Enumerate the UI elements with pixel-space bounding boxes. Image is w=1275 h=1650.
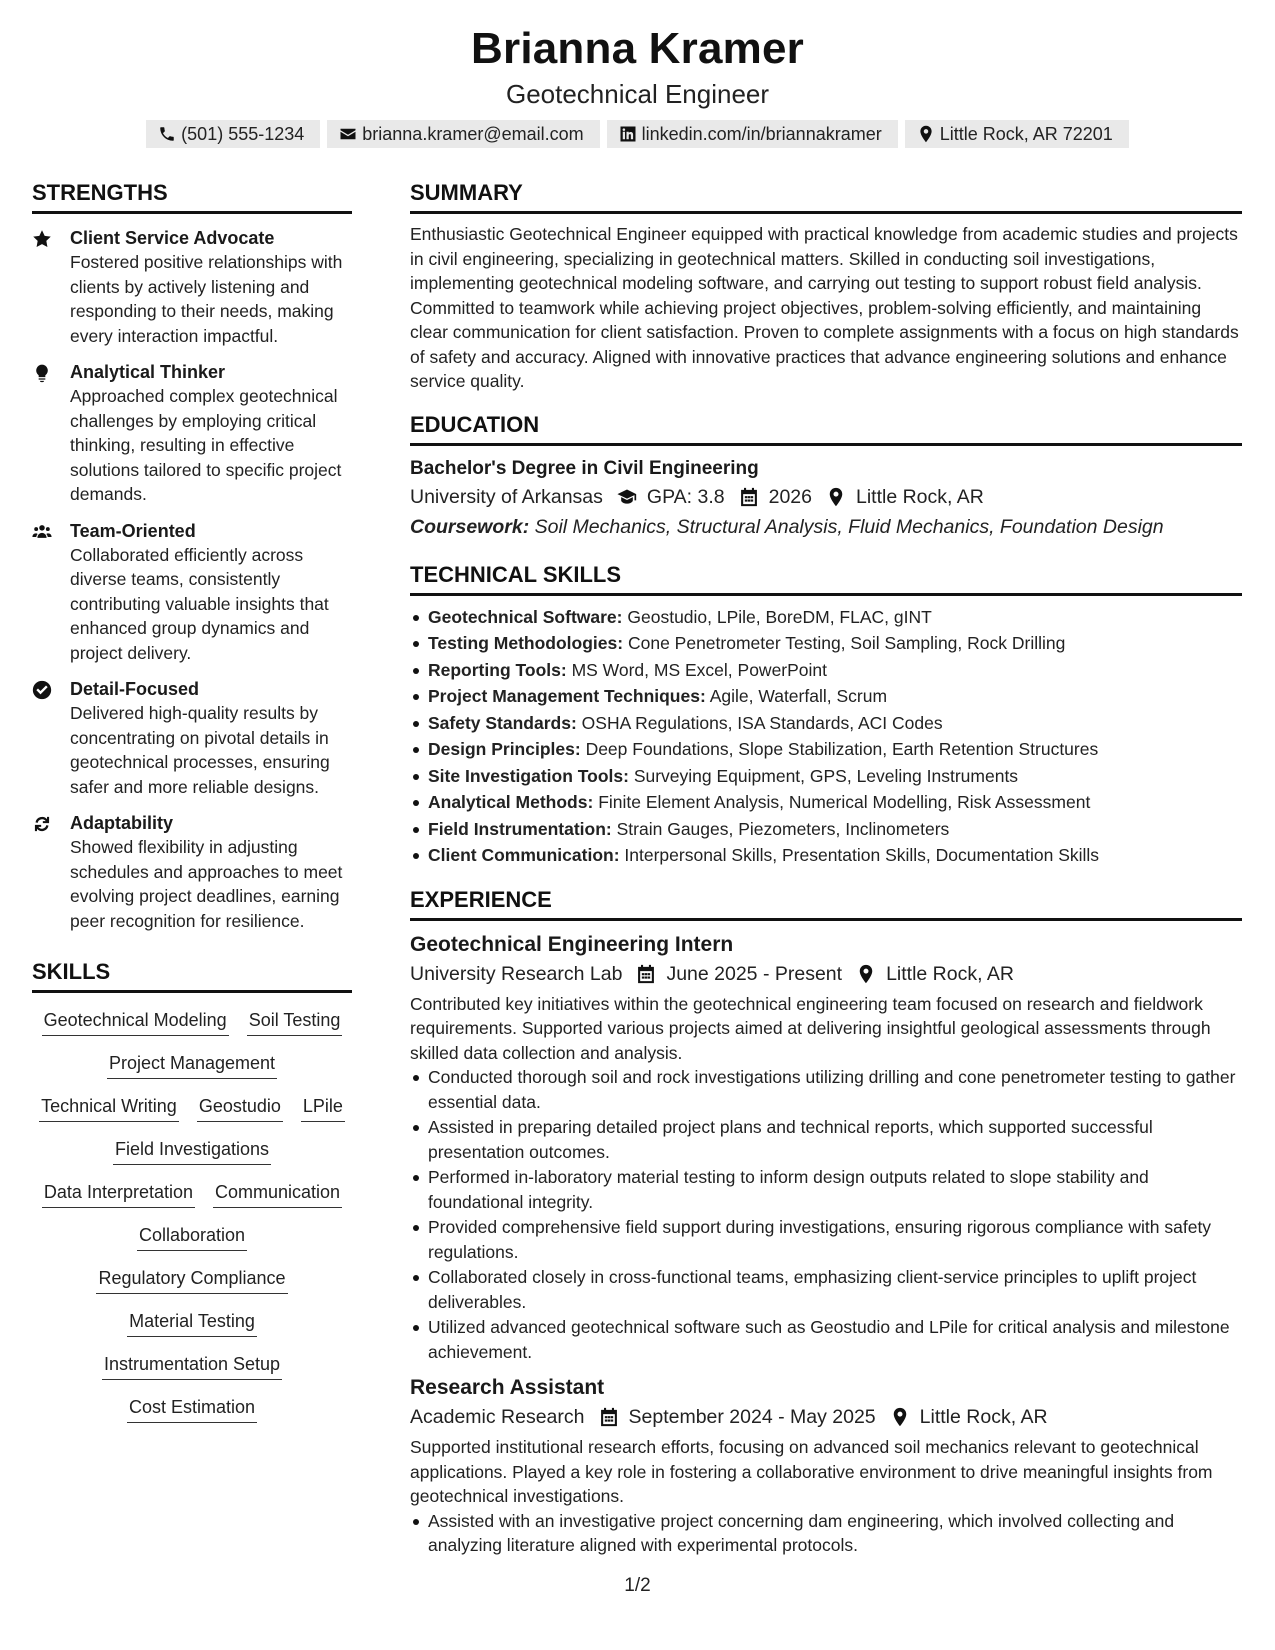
calendar-icon (636, 964, 656, 984)
job-bullet: Performed in-laboratory material testing to inform design outputs related to slope stability and foundational integrity. (410, 1165, 1242, 1214)
technical-skill-value: Agile, Waterfall, Scrum (709, 686, 888, 706)
technical-skill-value: Interpersonal Skills, Presentation Skills, Documentation Skills (624, 845, 1100, 865)
skill-tag: Technical Writing (39, 1094, 179, 1122)
strength-item (32, 811, 352, 933)
technical-skill-label: Field Instrumentation: (428, 818, 612, 839)
strength-title: Detail-Focused (70, 679, 200, 699)
lightbulb-icon (32, 363, 52, 383)
job-title: Geotechnical Engineering Intern (410, 932, 734, 956)
technical-skills-heading: TECHNICAL SKILLS (410, 562, 1242, 596)
job-bullets (410, 1509, 1242, 1558)
job-bullet: Provided comprehensive field support during investigations, ensuring rigorous compliance with safety regulations. (410, 1215, 1242, 1264)
strength-description: Delivered high-quality results by concentrating on pivotal details in geotechnical processes, ensuring safer and more reliable designs. (70, 703, 330, 797)
contact-bar (0, 120, 1275, 148)
education-location: Little Rock, AR (855, 485, 984, 508)
technical-skill-value: Cone Penetrometer Testing, Soil Sampling, Rock Drilling (627, 633, 1066, 653)
education-heading: EDUCATION (410, 412, 1242, 446)
technical-skill-label: Site Investigation Tools: (428, 765, 629, 786)
job-title: Research Assistant (410, 1376, 605, 1399)
job-description: Contributed key initiatives within the geotechnical engineering team focused on research and fieldwork requirements. Supported various projects aimed at delivering insightful geological assessments through skilled data collection and analysis. (410, 993, 1211, 1063)
job-location: Little Rock, AR (919, 1406, 1048, 1428)
technical-skill-item (410, 816, 1242, 843)
technical-skill-item (410, 763, 1242, 790)
technical-skill-value: Geostudio, LPile, BoreDM, FLAC, gINT (627, 606, 932, 627)
calendar-icon (739, 487, 759, 507)
skill-tag: Field Investigations (113, 1137, 271, 1165)
contact-email-text: brianna.kramer@email.com (362, 123, 584, 144)
school-name: University of Arkansas (410, 485, 603, 508)
experience-heading: EXPERIENCE (410, 887, 1242, 921)
skills-heading: SKILLS (32, 959, 352, 993)
contact-phone-text: (501) 555-1234 (181, 123, 305, 144)
skill-tag: Collaboration (137, 1223, 247, 1251)
strength-description: Fostered positive relationships with clients by actively listening and responding to their needs, making every interaction impactful. (70, 252, 343, 346)
job-organization: University Research Lab (410, 962, 623, 985)
sync-icon (32, 814, 52, 834)
technical-skill-value: Deep Foundations, Slope Stabilization, Earth Retention Structures (585, 739, 1099, 759)
gpa: GPA: 3.8 (646, 485, 725, 508)
technical-skill-label: Design Principles: (428, 739, 581, 759)
skills-list (32, 1008, 352, 1423)
resume-header (0, 22, 1275, 148)
skill-tag: Communication (213, 1180, 342, 1208)
skill-tag: Instrumentation Setup (102, 1352, 282, 1380)
summary-heading: SUMMARY (410, 180, 1242, 214)
strength-title: Team-Oriented (70, 520, 196, 541)
job-description: Supported institutional research efforts, focusing on advanced soil mechanics relevant to geotechnical applications. Played a key role in fostering a collaborative environment to drive meaningful insights from geotechnical investigations. (410, 1437, 1213, 1506)
map-pin-icon (917, 125, 935, 143)
job-bullets (410, 1065, 1242, 1364)
strength-item (32, 360, 352, 507)
check-circle-icon (32, 680, 52, 700)
technical-skill-value: Surveying Equipment, GPS, Leveling Instruments (633, 765, 1019, 786)
job-entry (410, 931, 1242, 1365)
coursework-list: Soil Mechanics, Structural Analysis, Fluid Mechanics, Foundation Design (534, 515, 1164, 538)
skill-tag: Data Interpretation (42, 1180, 195, 1208)
technical-skill-value: Strain Gauges, Piezometers, Inclinometers (616, 818, 950, 839)
calendar-icon (599, 1407, 619, 1427)
technical-skill-value: MS Word, MS Excel, PowerPoint (571, 659, 828, 680)
technical-skills-list (410, 604, 1242, 869)
map-pin-icon (890, 1407, 910, 1427)
candidate-name: Brianna Kramer (471, 24, 804, 73)
strength-title: Client Service Advocate (70, 228, 275, 248)
technical-skill-label: Geotechnical Software: (428, 606, 623, 627)
contact-linkedin-text: linkedin.com/in/briannakramer (641, 123, 882, 144)
job-meta (410, 1402, 1242, 1432)
coursework-label: Coursework: (410, 515, 530, 538)
strength-title: Adaptability (70, 813, 174, 833)
left-column (32, 180, 352, 1423)
technical-skill-label: Testing Methodologies: (428, 633, 624, 653)
job-bullet: Assisted with an investigative project concerning dam engineering, which involved collecting and analyzing literature aligned with experimental protocols. (410, 1509, 1242, 1558)
job-meta (410, 959, 1242, 989)
skill-tag: Cost Estimation (127, 1395, 257, 1423)
skill-tag: LPile (301, 1094, 345, 1122)
technical-skill-label: Client Communication: (428, 845, 620, 865)
job-entry (410, 1374, 1242, 1558)
strength-item (32, 519, 352, 666)
technical-skill-item (410, 736, 1242, 763)
map-pin-icon (856, 964, 876, 984)
technical-skill-label: Reporting Tools: (428, 659, 567, 680)
job-bullet: Utilized advanced geotechnical software such as Geostudio and LPile for critical analysis and milestone achievement. (410, 1315, 1242, 1364)
degree-title: Bachelor's Degree in Civil Engineering (410, 457, 759, 479)
job-bullet: Conducted thorough soil and rock investigations utilizing drilling and cone penetrometer testing to gather essential data. (410, 1065, 1242, 1114)
strength-description: Collaborated efficiently across diverse teams, consistently contributing valuable insights that enhanced group dynamics and project delivery. (70, 544, 329, 663)
linkedin-icon (619, 125, 637, 143)
summary-text: Enthusiastic Geotechnical Engineer equipped with practical knowledge from academic studies and projects in civil engineering, specializing in geotechnical matters. Skilled in conducting soil investigations, implementing geotechnical modeling software, and carrying out testing to support robust field analysis. Committed to teamwork while achieving project objectives, problem-solving efficiently, and maintaining clear communication for client satisfaction. Proven to complete assignments with a focus on high standards of safety and accuracy. Aligned with innovative practices that advance engineering solutions and enhance service quality. (410, 224, 1239, 391)
contact-location (905, 120, 1129, 148)
star-icon (32, 229, 52, 249)
right-column (410, 180, 1242, 1559)
education-meta (410, 482, 1242, 512)
technical-skill-item (410, 710, 1242, 737)
strengths-heading: STRENGTHS (32, 180, 352, 214)
skill-tag: Geostudio (197, 1094, 283, 1122)
candidate-title: Geotechnical Engineer (505, 79, 770, 109)
contact-email[interactable] (327, 120, 599, 148)
contact-location-text: Little Rock, AR 72201 (939, 123, 1113, 144)
skill-tag: Material Testing (127, 1309, 257, 1337)
strength-item (32, 677, 352, 799)
technical-skill-label: Project Management Techniques: (428, 686, 706, 706)
graduation-cap-icon (617, 487, 637, 507)
technical-skill-item (410, 842, 1242, 869)
skill-tag: Soil Testing (247, 1008, 343, 1036)
page-number: 1/2 (624, 1575, 651, 1596)
technical-skill-label: Analytical Methods: (428, 792, 594, 812)
envelope-icon (339, 125, 357, 143)
strength-item (32, 226, 352, 348)
job-bullet: Collaborated closely in cross-functional teams, emphasizing client-service principles to uplift project deliverables. (410, 1265, 1242, 1314)
contact-linkedin[interactable] (607, 120, 898, 148)
skill-tag: Project Management (107, 1051, 277, 1079)
coursework (410, 512, 1242, 542)
technical-skill-item (410, 604, 1242, 631)
technical-skill-item (410, 630, 1242, 657)
map-pin-icon (826, 487, 846, 507)
skill-tag: Geotechnical Modeling (42, 1008, 229, 1036)
technical-skill-label: Safety Standards: (428, 712, 577, 733)
strength-description: Approached complex geotechnical challenges by employing critical thinking, resulting in effective solutions tailored to specific project demands. (70, 386, 342, 504)
contact-phone[interactable] (146, 120, 320, 148)
strength-title: Analytical Thinker (70, 362, 226, 382)
job-dates: June 2025 - Present (666, 962, 843, 985)
job-organization: Academic Research (410, 1406, 585, 1428)
skill-tag: Regulatory Compliance (96, 1266, 287, 1294)
technical-skill-item (410, 657, 1242, 684)
technical-skill-item (410, 789, 1242, 816)
technical-skill-item (410, 683, 1242, 710)
users-icon (32, 522, 52, 542)
technical-skill-value: OSHA Regulations, ISA Standards, ACI Codes (581, 712, 943, 733)
job-dates: September 2024 - May 2025 (628, 1406, 876, 1428)
technical-skill-value: Finite Element Analysis, Numerical Modelling, Risk Assessment (598, 792, 1091, 812)
graduation-year: 2026 (768, 485, 812, 508)
job-bullet: Assisted in preparing detailed project plans and technical reports, which supported successful presentation outcomes. (410, 1115, 1242, 1164)
phone-icon (158, 125, 176, 143)
strength-description: Showed flexibility in adjusting schedules and approaches to meet evolving project deadlines, earning peer recognition for resilience. (70, 837, 343, 931)
job-location: Little Rock, AR (886, 962, 1014, 985)
